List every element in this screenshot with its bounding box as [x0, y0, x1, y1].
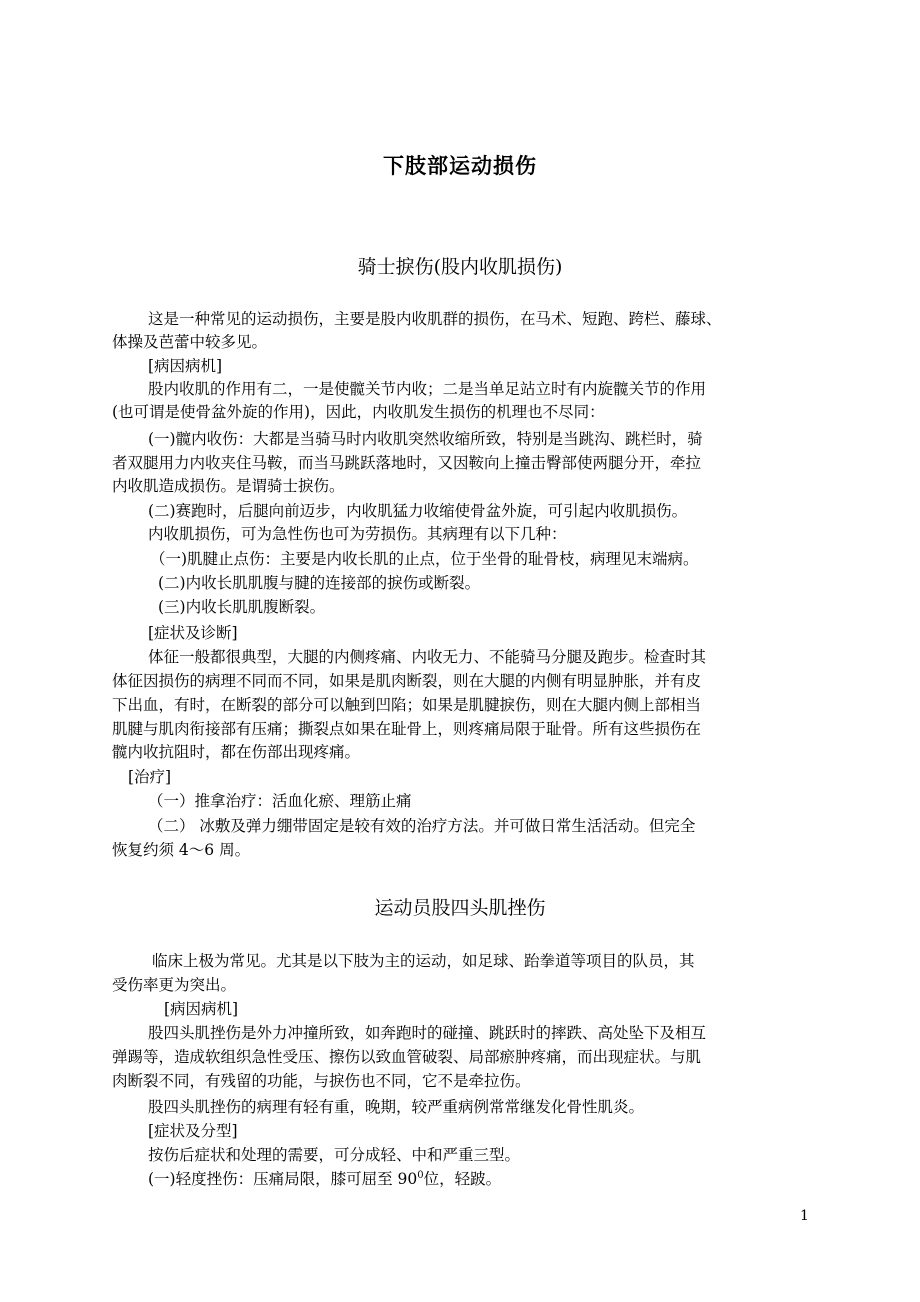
- paragraph-line: 内收肌损伤，可为急性伤也可为劳损伤。其病理有以下几种：: [148, 525, 567, 543]
- document-title: 下肢部运动损伤: [383, 153, 537, 178]
- paragraph-line: 肉断裂不同，有残留的功能，与捩伤也不同，它不是牵拉伤。: [112, 1072, 531, 1090]
- paragraph-line: （一)肌腱止点伤：主要是内收长肌的止点，位于坐骨的耻骨枝，病理见末端病。: [150, 550, 699, 568]
- paragraph-line: (三)内收长肌肌腹断裂。: [158, 598, 326, 616]
- paragraph-line: 体征一般都很典型，大腿的内侧疼痛、内收无力、不能骑马分腿及跑步。检查时其: [148, 648, 707, 666]
- paragraph-line: (二)内收长肌肌腹与腱的连接部的捩伤或断裂。: [158, 574, 481, 592]
- subheading-symptoms-types: [症状及分型]: [148, 1122, 238, 1140]
- paragraph-line-mild-contusion: [148, 1168, 501, 1190]
- subheading-etiology: [病因病机]: [148, 357, 223, 375]
- paragraph-line: (一)髋内收伤：大都是当骑马时内收肌突然收缩所致，特别是当跳沟、跳栏时，骑: [148, 430, 703, 448]
- paragraph-line: 体操及芭蕾中较多见。: [112, 333, 268, 351]
- subheading-etiology: [病因病机]: [164, 1000, 239, 1018]
- paragraph-line: 恢复约须 4～6 周。: [112, 841, 251, 859]
- paragraph-line: 弹踢等，造成软组织急性受压、擦伤以致血管破裂、局部瘀肿疼痛，而出现症状。与肌: [112, 1048, 702, 1066]
- paragraph-line: 股四头肌挫伤是外力冲撞所致，如奔跑时的碰撞、跳跃时的摔跌、高处坠下及相互: [148, 1024, 707, 1042]
- mild-contusion-text-end: 位，轻跛。: [423, 1170, 502, 1188]
- section-title-quadriceps-contusion: 运动员股四头肌挫伤: [374, 897, 546, 919]
- paragraph-line: 内收肌造成损伤。是谓骑士捩伤。: [112, 477, 345, 495]
- paragraph-line: (也可谓是使骨盆外旋的作用)，因此，内收肌发生损伤的机理也不尽同：: [112, 403, 605, 421]
- paragraph-line: 髋内收抗阻时，都在伤部出现疼痛。: [112, 743, 361, 761]
- paragraph-line: （二） 冰敷及弹力绷带固定是较有效的治疗方法。并可做日常生活活动。但完全: [148, 817, 696, 835]
- page-number: 1: [800, 1208, 809, 1224]
- subheading-symptoms: [症状及诊断]: [148, 624, 238, 642]
- paragraph-line: 肌腱与肌肉衔接部有压痛；撕裂点如果在耻骨上，则疼痛局限于耻骨。所有这些损伤在: [112, 720, 702, 738]
- paragraph-line: 受伤率更为突出。: [112, 976, 237, 994]
- paragraph-line: 体征因损伤的病理不同而不同，如果是肌肉断裂，则在大腿的内侧有明显肿胀，并有皮: [112, 672, 702, 690]
- paragraph-line: 按伤后症状和处理的需要，可分成轻、中和严重三型。: [148, 1146, 521, 1164]
- paragraph-line: 股四头肌挫伤的病理有轻有重，晚期，较严重病例常常继发化骨性肌炎。: [148, 1098, 645, 1116]
- paragraph-line: （一）推拿治疗：活血化瘀、理筋止痛: [148, 792, 412, 810]
- paragraph-line: 临床上极为常见。尤其是以下肢为主的运动，如足球、跆拳道等项目的队员，其: [152, 952, 695, 970]
- paragraph-line: 这是一种常见的运动损伤，主要是股内收肌群的损伤，在马术、短跑、跨栏、藤球、: [148, 310, 722, 328]
- mild-contusion-text: (一)轻度挫伤：压痛局限，膝可屈至 90: [148, 1170, 418, 1188]
- degree-superscript: 0: [417, 1170, 424, 1181]
- paragraph-line: (二)赛跑时，后腿向前迈步，内收肌猛力收缩使骨盆外旋，可引起内收肌损伤。: [148, 502, 688, 520]
- paragraph-line: 者双腿用力内收夹住马鞍，而当马跳跃落地时，又因鞍向上撞击臀部使两腿分开，牵拉: [112, 454, 702, 472]
- paragraph-line: 下出血，有时，在断裂的部分可以触到凹陷；如果是肌腱捩伤，则在大腿内侧上部相当: [112, 696, 702, 714]
- subheading-treatment: [治疗]: [128, 768, 172, 786]
- paragraph-line: 股内收肌的作用有二，一是使髋关节内收；二是当单足站立时有内旋髋关节的作用: [148, 380, 707, 398]
- section-title-rider-sprain: 骑士捩伤(股内收肌损伤): [357, 256, 563, 278]
